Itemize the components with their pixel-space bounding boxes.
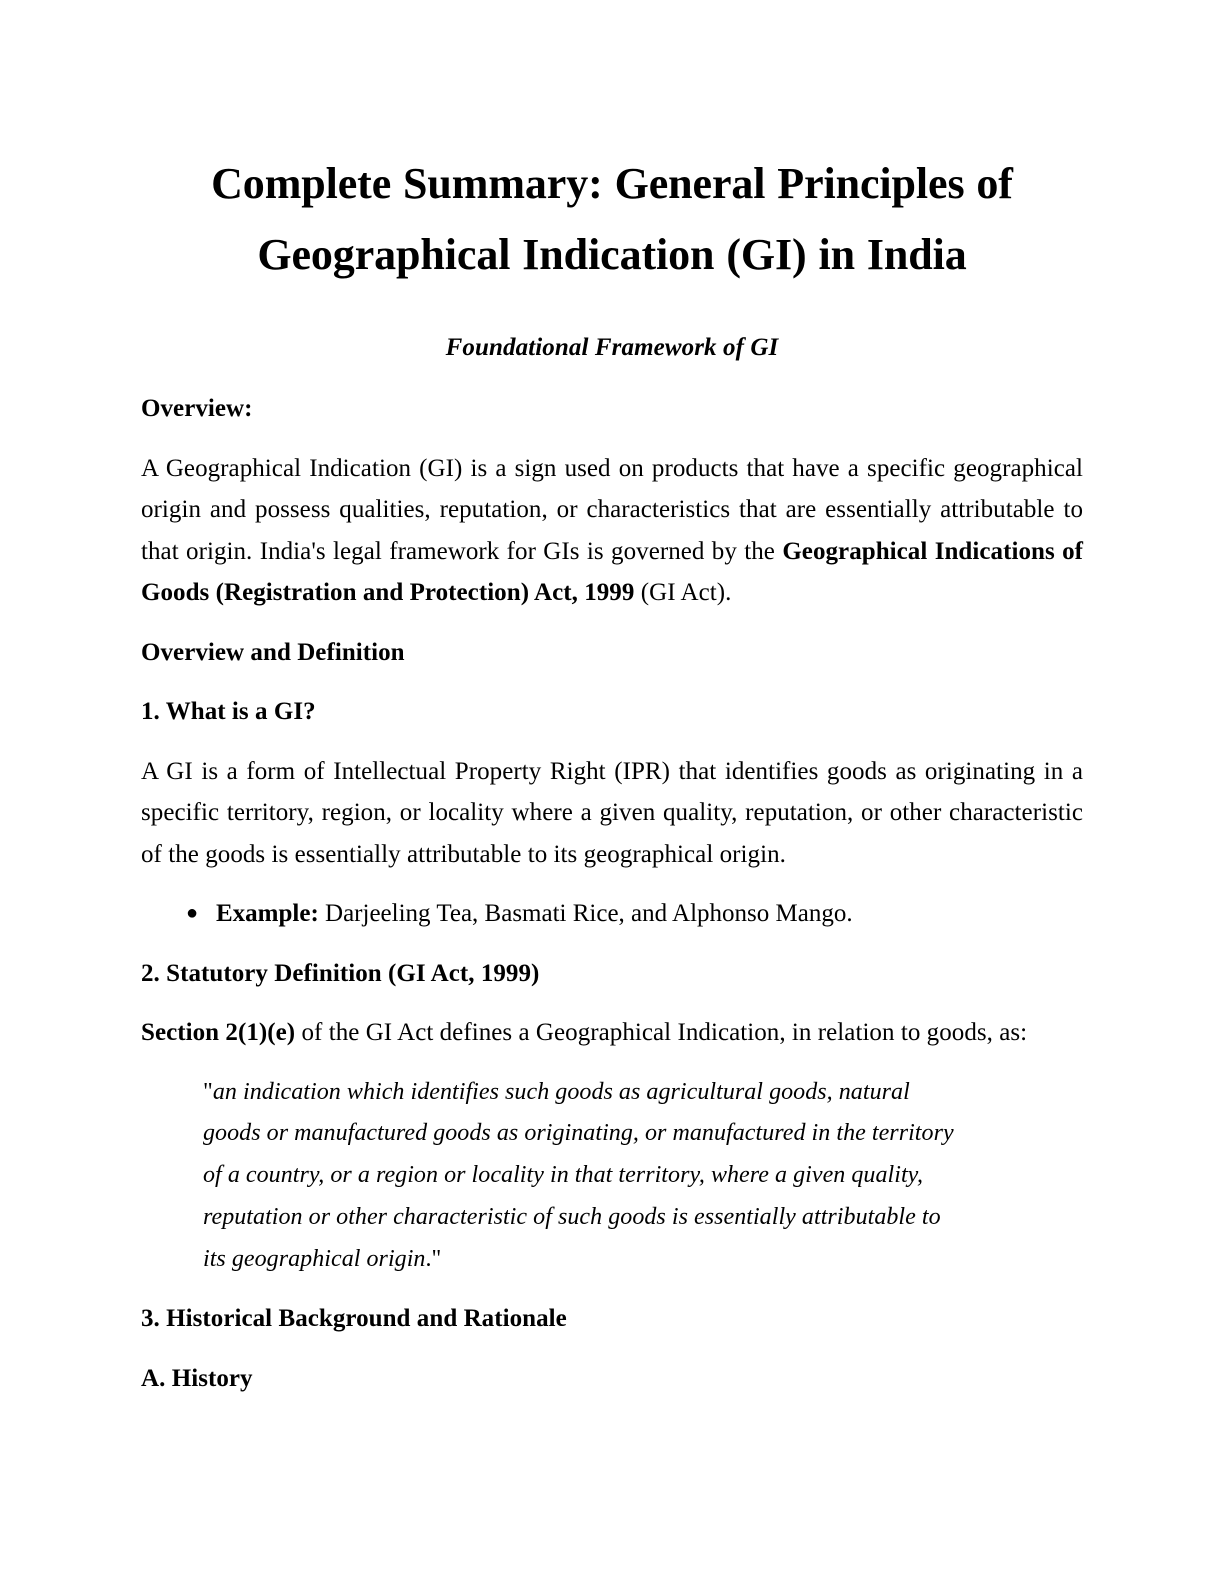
top-spacer [141, 0, 1083, 148]
spacer-bullet-heading2 [141, 935, 1083, 953]
spacer-heading2-para2 [141, 994, 1083, 1012]
spacer-heading3-heading3a [141, 1340, 1083, 1358]
page-title-line-2: Geographical Indication (GI) in India [257, 230, 967, 280]
document-content-column [141, 0, 1083, 1399]
title-subtitle-spacer [141, 291, 1083, 329]
heading-historical-background: 3. Historical Background and Rationale [141, 1305, 567, 1333]
spacer-subtitle-overview [141, 366, 1083, 388]
spacer-overview-para [141, 430, 1083, 448]
example-text: Darjeeling Tea, Basmati Rice, and Alphonso Mango. [318, 900, 853, 928]
bullet-icon: ● [186, 902, 199, 925]
quote-body: an indication which identifies such goods as agricultural goods, natural goods or manufactured goods as originating, or manufactured in the territory of a country, or a region or locality in that territory, where a given quality, reputation or other characteristic of such goods is essentially attributable to its geographical origin [203, 1078, 954, 1272]
list-item [141, 893, 1083, 935]
overview-paragraph [141, 448, 1083, 614]
overview-label: Overview: [141, 395, 253, 423]
overview-paragraph-act-name: Geographical Indications of Goods (Registration and Protection) Act, 1999 [141, 537, 1084, 607]
quote-open-mark: " [203, 1078, 213, 1105]
section-reference-text: of the GI Act defines a Geographical Indication, in relation to goods, as: [295, 1019, 1028, 1047]
heading-statutory-definition: 2. Statutory Definition (GI Act, 1999) [141, 959, 540, 987]
spacer-para1-bullet [141, 875, 1083, 893]
page-title-line-1: Complete Summary: General Principles of [211, 159, 1013, 208]
spacer-heading-1 [141, 673, 1083, 691]
page-title [141, 148, 1083, 291]
heading-history: A. History [141, 1364, 253, 1392]
spacer-para-heading [141, 614, 1083, 632]
overview-paragraph-part2: (GI Act). [634, 579, 732, 607]
overview-paragraph-part1: A Geographical Indication (GI) is a sign used on products that have a specific geographical origin and possess qualities, reputation, or characteristics that are essentially attributable to that origin. India's legal framework for GIs is governed by the [141, 454, 1083, 565]
document-subtitle: Foundational Framework of GI [445, 333, 779, 361]
paragraph-what-is-a-gi: A GI is a form of Intellectual Property Right (IPR) that identifies goods as originating in a specific territory, region, or locality where a given quality, reputation, or other characteristic of the goods is essentially attributable to its geographical origin. [141, 757, 1083, 868]
example-label: Example: [216, 900, 319, 928]
statutory-definition-quote [141, 1072, 961, 1281]
spacer-para2-quote [141, 1054, 1083, 1072]
paragraph-section-2-1-e [141, 1012, 1083, 1054]
quote-close-mark: ." [425, 1245, 442, 1272]
example-list [141, 893, 1083, 935]
spacer-heading-para1 [141, 733, 1083, 751]
spacer-quote-heading3 [141, 1280, 1083, 1298]
section-reference: Section 2(1)(e) [141, 1019, 296, 1047]
heading-what-is-a-gi: 1. What is a GI? [141, 698, 316, 726]
heading-overview-and-definition: Overview and Definition [141, 638, 405, 666]
